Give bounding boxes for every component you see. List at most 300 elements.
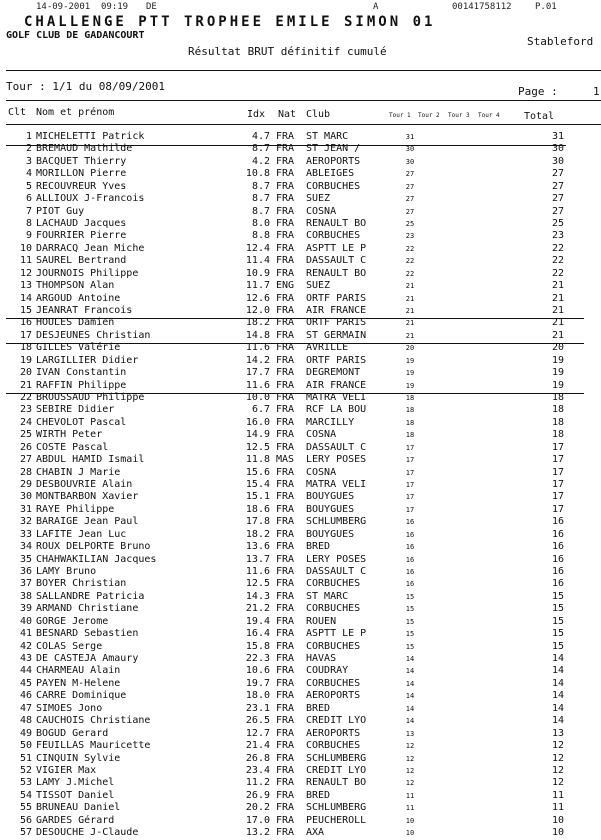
table-row (0, 230, 601, 242)
name-cell: JEANRAT Francois (36, 305, 133, 317)
tour1-cell: 16 (405, 555, 415, 564)
index-cell: 19.4 (245, 615, 270, 627)
nat-cell: FRA (276, 143, 295, 155)
club-cell: SCHLUMBERG (306, 802, 367, 814)
rank-cell: 39 (19, 603, 32, 615)
tour1-cell: 12 (405, 766, 415, 775)
total-cell: 14 (551, 690, 564, 702)
club-cell: CREDIT LYO (306, 764, 367, 776)
rank-cell: 44 (19, 665, 32, 677)
club-cell: AEROPORTS (306, 155, 361, 167)
tour1-cell: 13 (405, 729, 415, 738)
nat-cell: FRA (276, 379, 295, 391)
format-label: Stableford (527, 35, 594, 48)
nat-cell: FRA (276, 541, 295, 553)
tour1-cell: 22 (405, 257, 415, 266)
nat-cell: FRA (276, 764, 295, 776)
nat-cell: FRA (276, 180, 295, 192)
total-cell: 12 (551, 764, 564, 776)
index-cell: 10.8 (245, 168, 270, 180)
total-cell: 15 (551, 615, 564, 627)
club-cell: ABLEIGES (306, 168, 355, 180)
tour1-cell: 21 (405, 294, 415, 303)
tour1-cell: 27 (405, 195, 415, 204)
tour1-cell: 14 (405, 655, 415, 664)
tour1-cell: 17 (405, 456, 415, 465)
club-cell: LERY POSES (306, 553, 367, 565)
index-cell: 18.0 (245, 690, 270, 702)
rank-cell: 33 (19, 528, 32, 540)
tour1-cell: 12 (405, 779, 415, 788)
tour1-cell: 19 (405, 381, 415, 390)
name-cell: MICHELETTI Patrick (36, 131, 145, 142)
club-cell: CORBUCHES (306, 180, 361, 192)
total-cell: 27 (551, 193, 564, 205)
rank-cell: 32 (19, 516, 32, 528)
club-cell: DEGREMONT (306, 367, 361, 379)
name-cell: RAFFIN Philippe (36, 379, 127, 391)
total-cell: 12 (551, 752, 564, 764)
total-cell: 12 (551, 777, 564, 789)
name-cell: BRUNEAU Daniel (36, 802, 121, 814)
tour1-cell: 27 (405, 182, 415, 191)
club-cell: CORBUCHES (306, 603, 361, 615)
name-cell: RECOUVREUR Yves (36, 180, 127, 192)
total-cell: 18 (551, 392, 564, 404)
club-cell: AIR FRANCE (306, 305, 367, 317)
name-cell: ALLIOUX J-Francois (36, 193, 145, 205)
table-row (0, 355, 601, 367)
nat-cell: FRA (276, 578, 295, 590)
name-cell: LAFITE Jean Luc (36, 528, 127, 540)
rank-cell: 6 (25, 193, 32, 205)
rank-cell: 9 (25, 230, 32, 242)
rank-cell: 42 (19, 640, 32, 652)
total-cell: 21 (551, 329, 564, 341)
total-cell: 18 (551, 429, 564, 441)
table-row (0, 802, 601, 814)
name-cell: GORGE Jerome (36, 615, 109, 627)
rank-cell: 38 (19, 590, 32, 602)
tour1-cell: 27 (405, 170, 415, 179)
table-row (0, 715, 601, 727)
fax-mark: A (373, 2, 379, 12)
index-cell: 12.4 (245, 242, 270, 254)
club-cell: BOUYGUES (306, 491, 355, 503)
club-cell: AIR FRANCE (306, 379, 367, 391)
tour1-cell: 17 (405, 468, 415, 477)
tour1-cell: 18 (405, 394, 415, 403)
rank-cell: 13 (19, 280, 32, 292)
table-row (0, 678, 601, 690)
total-cell: 15 (551, 628, 564, 640)
club-cell: ST GERMAIN (306, 329, 367, 341)
nat-cell: FRA (276, 367, 295, 379)
tour1-cell: 20 (405, 344, 415, 353)
name-cell: ROUX DELPORTE Bruno (36, 541, 151, 553)
club-cell: CORBUCHES (306, 640, 361, 652)
nat-cell: FRA (276, 354, 295, 366)
index-cell: 15.6 (245, 466, 270, 478)
rank-cell: 29 (19, 479, 32, 491)
total-cell: 14 (551, 715, 564, 727)
total-cell: 20 (551, 342, 564, 354)
tour1-cell: 27 (405, 207, 415, 216)
total-cell: 15 (551, 590, 564, 602)
index-cell: 16.4 (245, 628, 270, 640)
index-cell: 14.3 (245, 590, 270, 602)
nat-cell: FRA (276, 404, 295, 416)
index-cell: 8.7 (251, 180, 270, 192)
total-cell: 21 (551, 317, 564, 329)
rank-cell: 36 (19, 566, 32, 578)
table-row (0, 591, 601, 603)
nat-cell: FRA (276, 603, 295, 615)
rank-cell: 56 (19, 814, 32, 826)
index-cell: 11.7 (245, 280, 270, 292)
page-title: CHALLENGE PTT TROPHEE EMILE SIMON 01 (24, 14, 436, 30)
club-cell: CORBUCHES (306, 578, 361, 590)
rank-cell: 30 (19, 491, 32, 503)
rank-cell: 52 (19, 764, 32, 776)
total-cell: 16 (551, 553, 564, 565)
total-cell: 17 (551, 441, 564, 453)
rank-cell: 50 (19, 740, 32, 752)
nat-cell: FRA (276, 392, 295, 404)
col-total: Total (524, 111, 555, 122)
total-cell: 30 (551, 143, 564, 155)
name-cell: CHABIN J Marie (36, 466, 121, 478)
nat-cell: FRA (276, 218, 295, 229)
total-cell: 19 (551, 367, 564, 379)
total-cell: 27 (551, 180, 564, 192)
rank-cell: 24 (19, 416, 32, 428)
index-cell: 11.8 (245, 454, 270, 466)
fax-time: 09:19 (101, 2, 129, 12)
tour1-cell: 31 (405, 133, 415, 141)
total-cell: 27 (551, 168, 564, 180)
rank-cell: 35 (19, 553, 32, 565)
table-row (0, 168, 601, 180)
index-cell: 12.5 (245, 578, 270, 590)
table-row (0, 454, 601, 466)
nat-cell: FRA (276, 752, 295, 764)
tour1-cell: 16 (405, 543, 415, 552)
nat-cell: FRA (276, 131, 295, 142)
nat-cell: FRA (276, 528, 295, 540)
table-row (0, 665, 601, 677)
club-cell: MARCILLY (306, 416, 355, 428)
rank-cell: 16 (19, 317, 32, 329)
rank-cell: 12 (19, 267, 32, 279)
index-cell: 10.6 (245, 665, 270, 677)
total-cell: 21 (551, 292, 564, 304)
name-cell: WIRTH Peter (36, 429, 103, 441)
nat-cell: FRA (276, 193, 295, 205)
table-row (0, 491, 601, 503)
nat-cell: FRA (276, 292, 295, 304)
name-cell: DESBOUVRIE Alain (36, 479, 133, 491)
total-cell: 18 (551, 416, 564, 428)
tour1-cell: 11 (405, 791, 415, 800)
club-cell: BRED (306, 702, 331, 714)
total-cell: 14 (551, 677, 564, 689)
col-rank: Clt (8, 107, 27, 118)
index-cell: 15.4 (245, 479, 270, 491)
total-cell: 14 (551, 653, 564, 665)
index-cell: 14.8 (245, 329, 270, 341)
divider (6, 124, 601, 125)
index-cell: 10.0 (245, 392, 270, 404)
name-cell: MORILLON Pierre (36, 168, 127, 180)
nat-cell: FRA (276, 702, 295, 714)
name-cell: BREMAUD Mathilde (36, 143, 133, 155)
total-cell: 16 (551, 578, 564, 590)
club-cell: BRED (306, 789, 331, 801)
rank-cell: 10 (19, 242, 32, 254)
table-row (0, 243, 601, 255)
rank-cell: 2 (25, 143, 32, 155)
name-cell: SALLANDRE Patricia (36, 590, 145, 602)
divider (6, 343, 584, 344)
index-cell: 26.5 (245, 715, 270, 727)
name-cell: SEBIRE Didier (36, 404, 115, 416)
club-cell: AXA (306, 827, 325, 839)
name-cell: GARDES Gérard (36, 814, 115, 826)
total-cell: 21 (551, 280, 564, 292)
total-cell: 16 (551, 516, 564, 528)
tour1-cell: 17 (405, 505, 415, 514)
index-cell: 11.6 (245, 566, 270, 578)
rank-cell: 54 (19, 789, 32, 801)
divider (6, 70, 601, 71)
rank-cell: 3 (25, 155, 32, 167)
nat-cell: FRA (276, 503, 295, 515)
total-cell: 27 (551, 205, 564, 217)
club-cell: BOUYGUES (306, 503, 355, 515)
club-cell: ST MARC (306, 590, 349, 602)
name-cell: PIOT Guy (36, 205, 85, 217)
rank-cell: 55 (19, 802, 32, 814)
tour1-cell: 30 (405, 145, 415, 154)
rank-cell: 8 (25, 218, 32, 229)
rank-cell: 26 (19, 441, 32, 453)
total-cell: 15 (551, 603, 564, 615)
table-row (0, 417, 601, 429)
tour1-cell: 21 (405, 307, 415, 316)
club-cell: ST JEAN / (306, 143, 361, 155)
club-cell: BRED (306, 541, 331, 553)
table-row (0, 293, 601, 305)
table-row (0, 181, 601, 193)
index-cell: 13.7 (245, 553, 270, 565)
tour1-cell: 22 (405, 244, 415, 253)
club-cell: HAVAS (306, 653, 337, 665)
total-cell: 19 (551, 354, 564, 366)
col-tour4: Tour 4 (478, 112, 500, 119)
table-row (0, 578, 601, 590)
rank-cell: 37 (19, 578, 32, 590)
index-cell: 15.1 (245, 491, 270, 503)
rank-cell: 40 (19, 615, 32, 627)
tour1-cell: 15 (405, 592, 415, 601)
name-cell: BOGUD Gerard (36, 727, 109, 739)
nat-cell: FRA (276, 590, 295, 602)
index-cell: 21.4 (245, 740, 270, 752)
table-row (0, 529, 601, 541)
fax-date: 14-09-2001 (36, 2, 91, 12)
total-cell: 23 (551, 230, 564, 242)
table-row (0, 429, 601, 441)
tour1-cell: 18 (405, 406, 415, 415)
rank-cell: 31 (19, 503, 32, 515)
index-cell: 16.0 (245, 416, 270, 428)
total-cell: 11 (551, 789, 564, 801)
index-cell: 18.2 (245, 528, 270, 540)
index-cell: 14.9 (245, 429, 270, 441)
name-cell: BARAIGE Jean Paul (36, 516, 139, 528)
tour1-cell: 15 (405, 642, 415, 651)
name-cell: LARGILLIER Didier (36, 354, 139, 366)
index-cell: 13.2 (245, 827, 270, 839)
index-cell: 13.6 (245, 541, 270, 553)
index-cell: 11.6 (245, 379, 270, 391)
nat-cell: FRA (276, 441, 295, 453)
tour1-cell: 22 (405, 269, 415, 278)
nat-cell: FRA (276, 516, 295, 528)
total-cell: 18 (551, 404, 564, 416)
index-cell: 8.0 (251, 218, 270, 229)
rank-cell: 46 (19, 690, 32, 702)
club-cell: LERY POSES (306, 454, 367, 466)
name-cell: LACHAUD Jacques (36, 218, 127, 229)
name-cell: CHAHWAKILIAN Jacques (36, 553, 157, 565)
club-cell: COUDRAY (306, 665, 349, 677)
name-cell: ARGOUD Antoine (36, 292, 121, 304)
total-cell: 17 (551, 466, 564, 478)
divider (6, 393, 584, 394)
rank-cell: 23 (19, 404, 32, 416)
table-row (0, 790, 601, 802)
divider (6, 145, 566, 146)
table-row (0, 516, 601, 528)
club-cell: AVRILLE (306, 342, 349, 354)
col-club: Club (306, 109, 331, 120)
col-tour1: Tour 1 (389, 112, 411, 119)
rank-cell: 4 (25, 168, 32, 180)
table-row (0, 268, 601, 280)
tour1-cell: 11 (405, 804, 415, 813)
nat-cell: FRA (276, 429, 295, 441)
tour1-cell: 21 (405, 331, 415, 340)
club-cell: SUEZ (306, 193, 331, 205)
index-cell: 17.8 (245, 516, 270, 528)
total-cell: 22 (551, 267, 564, 279)
table-row (0, 690, 601, 702)
table-row (0, 305, 601, 317)
col-nat: Nat (278, 109, 297, 120)
total-cell: 10 (551, 827, 564, 839)
tour1-cell: 17 (405, 481, 415, 490)
index-cell: 12.0 (245, 305, 270, 317)
rank-cell: 43 (19, 653, 32, 665)
name-cell: HOULES Damien (36, 317, 115, 329)
name-cell: BESNARD Sebastien (36, 628, 139, 640)
index-cell: 6.7 (251, 404, 270, 416)
club-cell: AEROPORTS (306, 727, 361, 739)
table-row (0, 703, 601, 715)
club-cell: ASPTT LE P (306, 242, 367, 254)
index-cell: 22.3 (245, 653, 270, 665)
name-cell: DE CASTEJA Amaury (36, 653, 139, 665)
rank-cell: 25 (19, 429, 32, 441)
index-cell: 12.5 (245, 441, 270, 453)
name-cell: JOURNOIS Philippe (36, 267, 139, 279)
total-cell: 17 (551, 454, 564, 466)
table-row (0, 255, 601, 267)
index-cell: 18.6 (245, 503, 270, 515)
fax-page: P.01 (535, 2, 557, 12)
name-cell: CHEVOLOT Pascal (36, 416, 127, 428)
rank-cell: 15 (19, 305, 32, 317)
tour1-cell: 14 (405, 704, 415, 713)
club-cell: COSNA (306, 429, 337, 441)
col-idx: Idx (247, 109, 266, 120)
tour1-cell: 15 (405, 630, 415, 639)
table-row (0, 616, 601, 628)
table-row (0, 442, 601, 454)
total-cell: 16 (551, 528, 564, 540)
name-cell: RAYE Philippe (36, 503, 115, 515)
tour1-cell: 30 (405, 157, 415, 166)
tour1-cell: 10 (405, 816, 415, 825)
rank-cell: 21 (19, 379, 32, 391)
table-row (0, 541, 601, 553)
nat-cell: FRA (276, 329, 295, 341)
club-cell: DASSAULT C (306, 441, 367, 453)
index-cell: 23.1 (245, 702, 270, 714)
name-cell: DESOUCHE J-Claude (36, 827, 139, 839)
tour1-cell: 15 (405, 605, 415, 614)
name-cell: SIMOES Jono (36, 702, 103, 714)
rank-cell: 48 (19, 715, 32, 727)
name-cell: BACQUET Thierry (36, 155, 127, 167)
name-cell: ARMAND Christiane (36, 603, 139, 615)
club-cell: RENAULT BO (306, 218, 367, 229)
tour1-cell: 19 (405, 369, 415, 378)
index-cell: 8.7 (251, 143, 270, 155)
table-row (0, 131, 601, 143)
total-cell: 17 (551, 479, 564, 491)
subtitle: Résultat BRUT définitif cumulé (188, 45, 387, 58)
nat-cell: FRA (276, 628, 295, 640)
nat-cell: FRA (276, 230, 295, 242)
nat-cell: FRA (276, 677, 295, 689)
total-cell: 12 (551, 740, 564, 752)
table-row (0, 193, 601, 205)
index-cell: 11.6 (245, 342, 270, 354)
club-cell: COSNA (306, 466, 337, 478)
rank-cell: 17 (19, 329, 32, 341)
name-cell: COLAS Serge (36, 640, 103, 652)
nat-cell: FRA (276, 615, 295, 627)
club-cell: ORTF PARIS (306, 354, 367, 366)
table-row (0, 554, 601, 566)
tour1-cell: 23 (405, 232, 415, 241)
name-cell: CARRE Dominique (36, 690, 127, 702)
name-cell: BROUSSAUD Philippe (36, 392, 145, 404)
total-cell: 16 (551, 566, 564, 578)
